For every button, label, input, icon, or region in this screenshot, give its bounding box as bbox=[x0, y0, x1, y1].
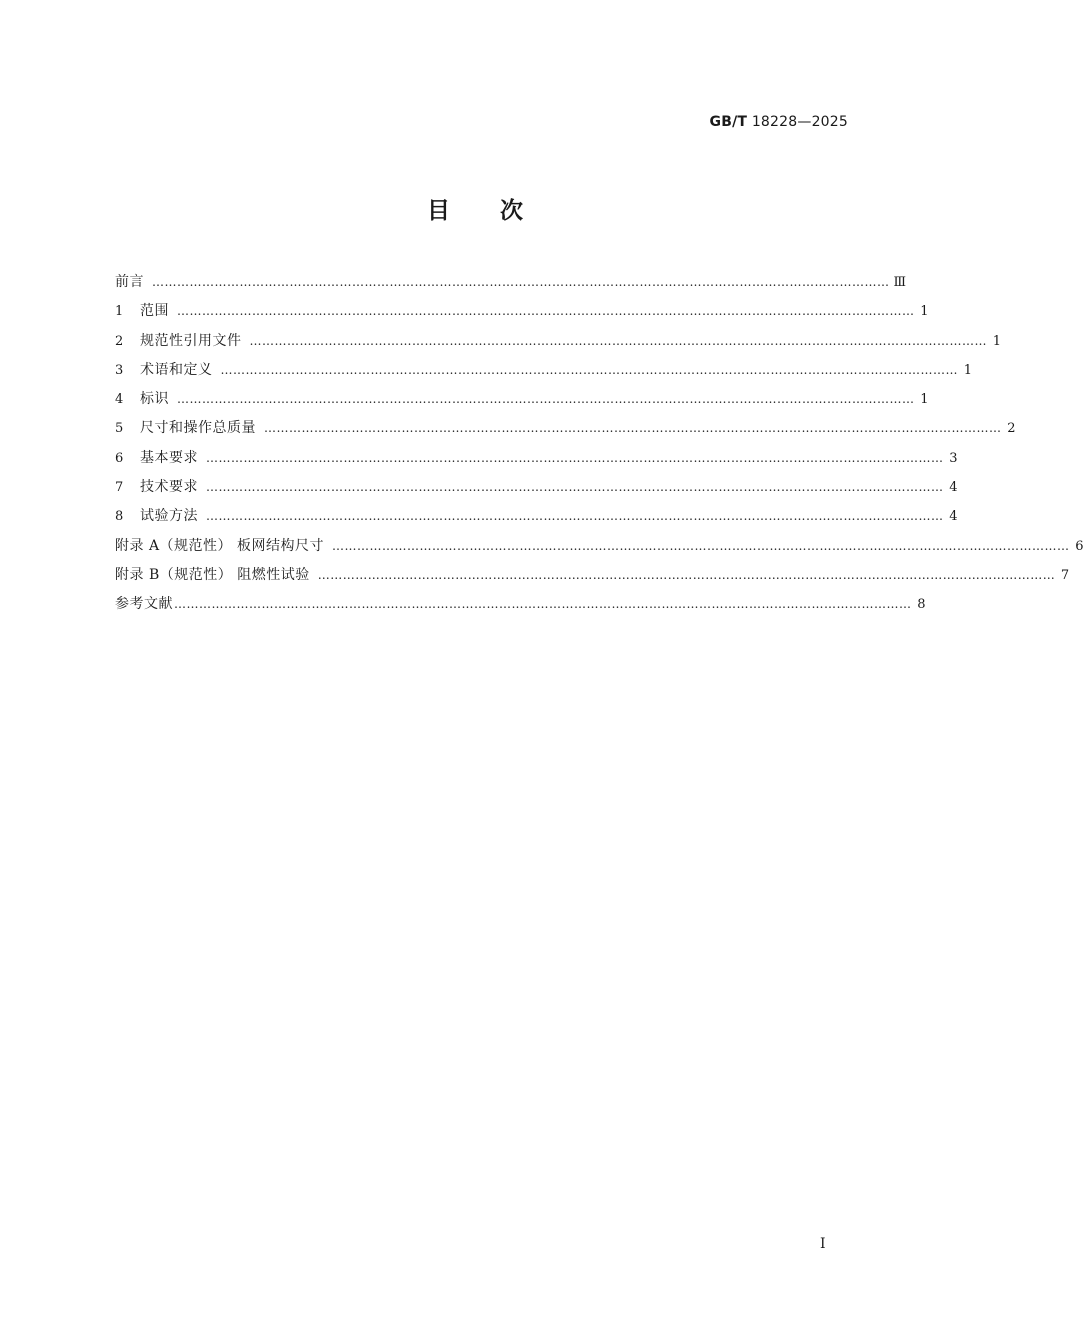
dot-leader: …………………………………………………………………………………………………………………………………………………………… bbox=[332, 538, 1070, 553]
toc-entry-terms[interactable] bbox=[115, 356, 972, 385]
toc-entry-page: 6 bbox=[1075, 538, 1084, 554]
toc-entry-number: 4 bbox=[115, 392, 124, 408]
toc-entry-test-methods[interactable] bbox=[115, 502, 958, 531]
toc-entry-number: 5 bbox=[115, 421, 124, 437]
toc-entry-label: 附录 A（规范性） 板网结构尺寸 bbox=[115, 537, 325, 554]
toc-entry-label: 参考文献 bbox=[115, 596, 173, 613]
toc-entry-number: 2 bbox=[115, 333, 124, 349]
toc-entry-foreword[interactable] bbox=[115, 268, 907, 297]
toc-entry-page: 1 bbox=[963, 362, 972, 378]
dot-leader: …………………………………………………………………………………………………………………………………………………………… bbox=[317, 567, 1056, 582]
toc-entry-label: 规范性引用文件 bbox=[140, 332, 242, 349]
dot-leader: …………………………………………………………………………………………………………………………………………………………… bbox=[152, 275, 890, 289]
toc-title: 目次 bbox=[427, 198, 573, 224]
toc-entry-annex-a[interactable] bbox=[115, 532, 1084, 561]
dot-leader: …………………………………………………………………………………………………………………………………………………………… bbox=[249, 333, 987, 348]
toc-entry-label: 范围 bbox=[140, 303, 169, 320]
toc-entry-scope[interactable] bbox=[115, 297, 929, 326]
dot-leader: …………………………………………………………………………………………………………………………………………………………… bbox=[174, 597, 912, 612]
standard-number bbox=[710, 114, 848, 130]
toc-entry-label: 标识 bbox=[140, 391, 169, 408]
toc-entry-annex-b[interactable] bbox=[115, 561, 1070, 590]
table-of-contents bbox=[115, 268, 1084, 620]
toc-entry-page: 3 bbox=[949, 450, 958, 466]
dot-leader: …………………………………………………………………………………………………………………………………………………………… bbox=[206, 509, 944, 524]
toc-entry-page: 1 bbox=[920, 392, 929, 408]
toc-entry-page: 1 bbox=[992, 333, 1001, 349]
standard-year-number: 18228—2025 bbox=[751, 114, 848, 130]
toc-entry-label: 术语和定义 bbox=[140, 361, 213, 378]
toc-entry-label: 基本要求 bbox=[140, 449, 198, 466]
toc-entry-number: 3 bbox=[115, 362, 124, 378]
toc-entry-page: Ⅲ bbox=[893, 275, 907, 290]
toc-entry-marking[interactable] bbox=[115, 385, 929, 414]
page-number: I bbox=[820, 1236, 826, 1252]
toc-entry-label: 附录 B（规范性） 阻燃性试验 bbox=[115, 566, 310, 583]
dot-leader: …………………………………………………………………………………………………………………………………………………………… bbox=[220, 362, 958, 377]
dot-leader: …………………………………………………………………………………………………………………………………………………………… bbox=[206, 450, 944, 465]
toc-entry-page: 8 bbox=[917, 597, 926, 613]
toc-entry-label: 尺寸和操作总质量 bbox=[140, 420, 256, 437]
toc-entry-page: 7 bbox=[1060, 567, 1070, 583]
toc-entry-label: 试验方法 bbox=[140, 508, 198, 525]
toc-entry-number: 8 bbox=[115, 509, 124, 525]
toc-entry-page: 4 bbox=[949, 480, 958, 496]
toc-entry-technical-requirements[interactable] bbox=[115, 473, 958, 502]
toc-entry-page: 1 bbox=[920, 304, 929, 320]
toc-entry-number: 6 bbox=[115, 450, 124, 466]
dot-leader: …………………………………………………………………………………………………………………………………………………………… bbox=[206, 480, 944, 495]
dot-leader: …………………………………………………………………………………………………………………………………………………………… bbox=[177, 304, 915, 319]
dot-leader: …………………………………………………………………………………………………………………………………………………………… bbox=[264, 421, 1002, 436]
toc-entry-number: 7 bbox=[115, 480, 124, 496]
toc-entry-dimensions[interactable] bbox=[115, 414, 1016, 443]
toc-entry-bibliography[interactable] bbox=[115, 590, 926, 619]
toc-entry-basic-requirements[interactable] bbox=[115, 444, 958, 473]
toc-entry-page: 2 bbox=[1007, 421, 1016, 437]
toc-entry-normative-references[interactable] bbox=[115, 327, 1001, 356]
standard-code: GB/T bbox=[709, 114, 748, 130]
toc-entry-page: 4 bbox=[949, 509, 958, 525]
dot-leader: …………………………………………………………………………………………………………………………………………………………… bbox=[177, 392, 915, 407]
toc-entry-label: 技术要求 bbox=[140, 479, 198, 496]
toc-entry-label: 前言 bbox=[115, 274, 144, 290]
toc-entry-number: 1 bbox=[115, 304, 124, 320]
